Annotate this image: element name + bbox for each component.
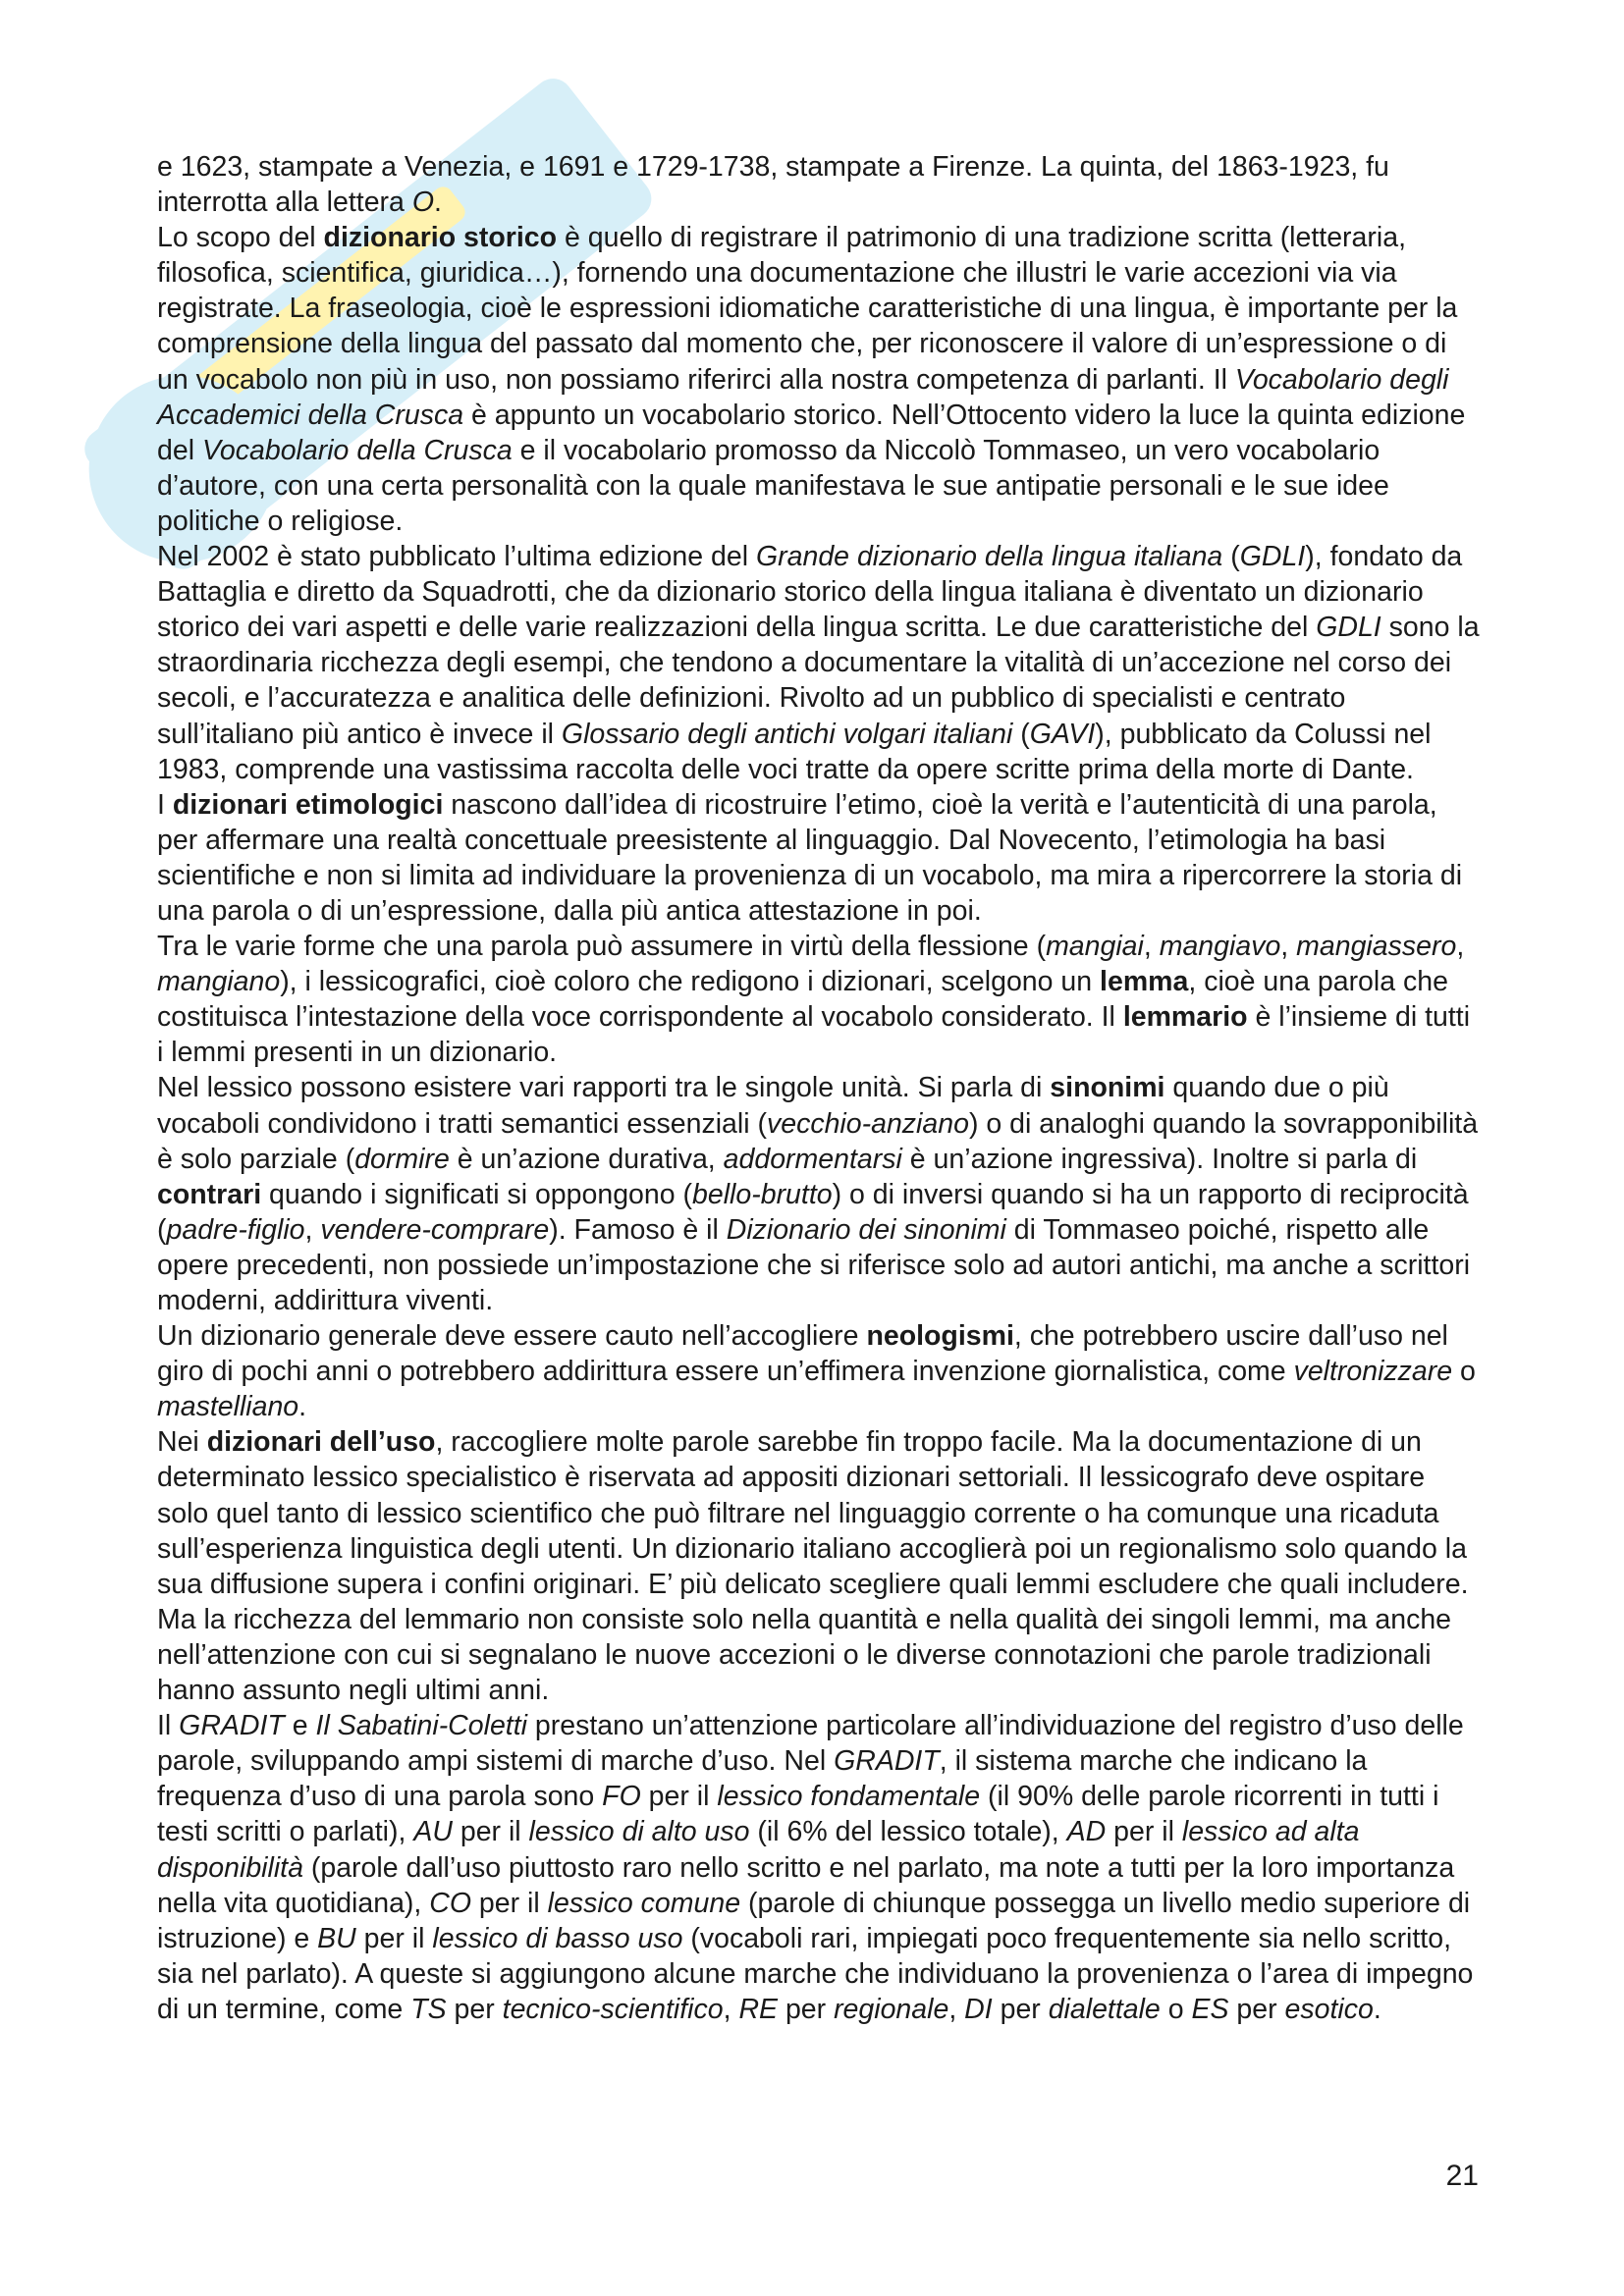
italic-term: DI — [964, 1993, 993, 2025]
text-run: , — [1456, 931, 1465, 963]
bold-term: sinonimi — [1050, 1072, 1165, 1104]
italic-term: GRADIT — [834, 1745, 940, 1778]
text-run: quando i significati si oppongono ( — [261, 1178, 693, 1210]
text-run: , — [1143, 931, 1160, 963]
bold-term: dizionari dell’uso — [206, 1426, 436, 1459]
text-run: Lo scopo del — [157, 222, 324, 254]
italic-term: Il Sabatini-Coletti — [315, 1710, 527, 1742]
paragraph — [157, 220, 1481, 539]
text-run: , raccogliere molte parole sarebbe fin troppo facile. Ma la documentazione di un determinato lessico specialistico è riservata ad appositi dizionari settoriali. Il lessicografo deve ospitare solo quel tanto di lessico scientifico che può filtrare nel linguaggio corrente o ha comunque una ricaduta sull’esperienza linguistica degli utenti. Un dizionario italiano accoglierà poi un regionalismo solo quando la sua diffusione supera i confini originari. E’ più delicato scegliere quali lemmi escludere che quali includere. Ma la ricchezza del lemmario non consiste solo nella quantità e nella qualità dei singoli lemmi, ma anche nell’attenzione con cui si segnalano le nuove accezioni o le diverse connotazioni che parole tradizionali hanno assunto negli ultimi anni. — [157, 1426, 1469, 1707]
text-run: ), i lessicografici, cioè coloro che redigono i dizionari, scelgono un — [280, 966, 1101, 998]
text-run: e 1623, stampate a Venezia, e 1691 e 1729-1738, stampate a Firenze. La quinta, del 1863-1923, fu interrotta alla lettera — [157, 151, 1389, 219]
text-run: Tra le varie forme che una parola può assumere in virtù della flessione ( — [157, 931, 1047, 963]
text-run: di Tommaseo poiché, rispetto alle opere precedenti, non possiede un’impostazione che si riferisce solo ad autori antichi, ma anche a scrittori moderni, addirittura viventi. — [157, 1213, 1471, 1316]
text-run: , cioè una parola che costituisca l’intestazione della voce corrispondente al vocabolo considerato. Il — [157, 966, 1448, 1034]
italic-term: GRADIT — [179, 1710, 285, 1742]
text-run: per il — [452, 1816, 529, 1848]
text-run: per il — [640, 1781, 718, 1813]
text-run: o — [1160, 1993, 1192, 2025]
text-run: , — [723, 1993, 739, 2025]
text-run: per il — [1106, 1816, 1182, 1848]
bold-term: lemmario — [1122, 1001, 1248, 1034]
text-run: . — [433, 187, 442, 219]
text-run: Nel lessico possono esistere vari rapporti tra le singole unità. Si parla di — [157, 1072, 1051, 1104]
text-run: . — [298, 1391, 307, 1423]
italic-term: mangiassero — [1296, 931, 1457, 963]
bold-term: dizionari etimologici — [172, 788, 444, 821]
text-run: per — [778, 1993, 835, 2025]
italic-term: vendere-comprare — [320, 1213, 550, 1246]
text-run: ( — [1012, 718, 1030, 750]
italic-term: lessico fondamentale — [717, 1781, 981, 1813]
text-run: Nei — [157, 1426, 207, 1459]
italic-term: dormire — [354, 1143, 450, 1175]
page-number: 21 — [1445, 2160, 1479, 2192]
text-run: (parole di chiunque possegga un livello medio superiore di istruzione) e — [157, 1887, 1471, 1954]
text-run: è appunto un vocabolario storico. Nell’Ottocento videro la luce la quinta edizione del — [157, 399, 1466, 466]
italic-term: AD — [1066, 1816, 1107, 1848]
paragraph — [157, 1318, 1481, 1424]
italic-term: FO — [602, 1781, 641, 1813]
bold-term: lemma — [1100, 966, 1189, 998]
italic-term: RE — [738, 1993, 779, 2025]
text-run: , — [304, 1213, 321, 1246]
text-run: , che potrebbero uscire dall’uso nel giro di pochi anni o potrebbero addirittura essere un’effimera invenzione giornalistica, come — [157, 1320, 1448, 1388]
text-run: è un’azione ingressiva). Inoltre si parla di — [901, 1143, 1418, 1175]
text-run: per il — [471, 1887, 548, 1919]
text-run: o — [1452, 1356, 1476, 1388]
text-run: , — [1280, 931, 1297, 963]
body-text — [157, 149, 1481, 2027]
italic-term: Glossario degli antichi volgari italiani — [561, 718, 1013, 750]
italic-term: Dizionario dei sinonimi — [726, 1213, 1006, 1246]
text-run: I — [157, 788, 173, 821]
italic-term: mastelliano — [157, 1391, 299, 1423]
italic-term: Grande dizionario della lingua italiana — [755, 541, 1223, 573]
italic-term: dialettale — [1048, 1993, 1161, 2025]
text-run: per — [1228, 1993, 1285, 2025]
paragraph — [157, 1708, 1481, 2027]
bold-term: dizionario storico — [323, 222, 558, 254]
text-run: nascono dall’idea di ricostruire l’etimo, cioè la verità e l’autenticità di una parola, per affermare una realtà concettuale preesistente al linguaggio. Dal Novecento, l’etimologia ha basi scientifiche e non si limita ad individuare la provenienza di un vocabolo, ma mira a ripercorrere la storia di una parola o di un’espressione, dalla più antica attestazione in poi. — [157, 788, 1463, 927]
paragraph — [157, 1424, 1481, 1708]
italic-term: padre-figlio — [166, 1213, 305, 1246]
italic-term: AU — [413, 1816, 453, 1848]
text-run: (il 6% del lessico totale), — [749, 1816, 1067, 1848]
text-run: e il vocabolario promosso da Niccolò Tommaseo, un vero vocabolario d’autore, con una certa personalità con la quale manifestava le sue antipatie personali e le sue idee politiche o religiose. — [157, 434, 1389, 537]
italic-term: ES — [1191, 1993, 1229, 2025]
italic-term: mangiavo — [1159, 931, 1281, 963]
italic-term: tecnico-scientifico — [502, 1993, 724, 2025]
italic-term: lessico comune — [547, 1887, 741, 1919]
text-run: (il 90% delle parole ricorrenti in tutti i testi scritti o parlati), — [157, 1781, 1439, 1848]
italic-term: GAVI — [1029, 718, 1096, 750]
text-run: ) o di inversi quando si ha un rapporto di reciprocità ( — [157, 1178, 1469, 1246]
text-run: ) o di analoghi quando la sovrapponibilità è solo parziale ( — [157, 1107, 1479, 1175]
text-run: è quello di registrare il patrimonio di una tradizione scritta (letteraria, filosofica, scientifica, giuridica…), fornendo una documentazione che illustri le varie accezioni via via registrate. La fraseologia, cioè le espressioni idiomatiche caratteristiche di una lingua, è importante per la comprensione della lingua del passato dal momento che, per riconoscere il valore di un’espressione o di un vocabolo non più in uso, non possiamo riferirci alla nostra competenza di parlanti. Il — [157, 222, 1458, 396]
text-run: (parole dall’uso piuttosto raro nello scritto e nel parlato, ma note a tutti per la loro importanza nella vita quotidiana), — [157, 1851, 1455, 1919]
text-run: quando due o più vocaboli condividono i tratti semantici essenziali ( — [157, 1072, 1389, 1140]
text-run: per — [992, 1993, 1049, 2025]
italic-term: Vocabolario degli Accademici della Crusca — [157, 363, 1449, 431]
italic-term: mangiai — [1046, 931, 1144, 963]
italic-term: GDLI — [1316, 612, 1381, 644]
italic-term: GDLI — [1239, 541, 1306, 573]
italic-term: veltronizzare — [1293, 1356, 1453, 1388]
italic-term: addormentarsi — [723, 1143, 902, 1175]
italic-term: CO — [429, 1887, 472, 1919]
text-run: , — [948, 1993, 965, 2025]
paragraph — [157, 149, 1481, 220]
text-run: per il — [355, 1922, 433, 1954]
italic-term: lessico di basso uso — [432, 1922, 683, 1954]
text-run: , il sistema marche che indicano la frequenza d’uso di una parola sono — [157, 1745, 1368, 1813]
text-run: prestano un’attenzione particolare all’individuazione del registro d’uso delle parole, sviluppando ampi sistemi di marche d’uso. Nel — [157, 1710, 1464, 1778]
bold-term: neologismi — [866, 1320, 1014, 1353]
text-run: Il — [157, 1710, 180, 1742]
paragraph — [157, 539, 1481, 787]
italic-term: TS — [410, 1993, 447, 2025]
text-run: ), fondato da Battaglia e diretto da Squadrotti, che da dizionario storico della lingua italiana è diventato un dizionario storico dei vari aspetti e delle varie realizzazioni della lingua scritta. Le due caratteristiche del — [157, 541, 1463, 644]
text-run: sono la straordinaria ricchezza degli esempi, che tendono a documentare la vitalità di un’accezione nel corso dei secoli, e l’accuratezza e analitica delle definizioni. Rivolto ad un pubblico di specialisti e centrato sull’italiano più antico è invece il — [157, 612, 1480, 750]
text-run: ). Famoso è il — [549, 1213, 727, 1246]
text-run: (vocaboli rari, impiegati poco frequentemente sia nello scritto, sia nel parlato). A queste si aggiungono alcune marche che individuano la provenienza o l’area di impegno di un termine, come — [157, 1922, 1474, 2025]
text-run: ), pubblicato da Colussi nel 1983, comprende una vastissima raccolta delle voci tratte da opere scritte prima della morte di Dante. — [157, 718, 1432, 785]
text-run: è un’azione durativa, — [449, 1143, 724, 1175]
italic-term: lessico ad alta disponibilità — [157, 1816, 1360, 1884]
italic-term: regionale — [834, 1993, 949, 2025]
italic-term: lessico di alto uso — [528, 1816, 750, 1848]
italic-term: mangiano — [157, 966, 281, 998]
text-run: . — [1373, 1993, 1381, 2025]
text-run: Un dizionario generale deve essere cauto nell’accogliere — [157, 1320, 867, 1353]
italic-term: Vocabolario della Crusca — [201, 434, 513, 466]
paragraph — [157, 929, 1481, 1070]
paragraph — [157, 787, 1481, 929]
bold-term: contrari — [157, 1178, 262, 1210]
text-run: è l’insieme di tutti i lemmi presenti in un dizionario. — [157, 1001, 1471, 1069]
italic-term: esotico — [1284, 1993, 1374, 2025]
text-run: per — [446, 1993, 503, 2025]
text-run: ( — [1222, 541, 1240, 573]
italic-term: O — [411, 187, 434, 219]
text-run: e — [284, 1710, 316, 1742]
italic-term: bello-brutto — [692, 1178, 833, 1210]
text-run: Nel 2002 è stato pubblicato l’ultima edizione del — [157, 541, 756, 573]
paragraph — [157, 1070, 1481, 1318]
italic-term: vecchio-anziano — [766, 1107, 969, 1140]
italic-term: BU — [317, 1922, 356, 1954]
